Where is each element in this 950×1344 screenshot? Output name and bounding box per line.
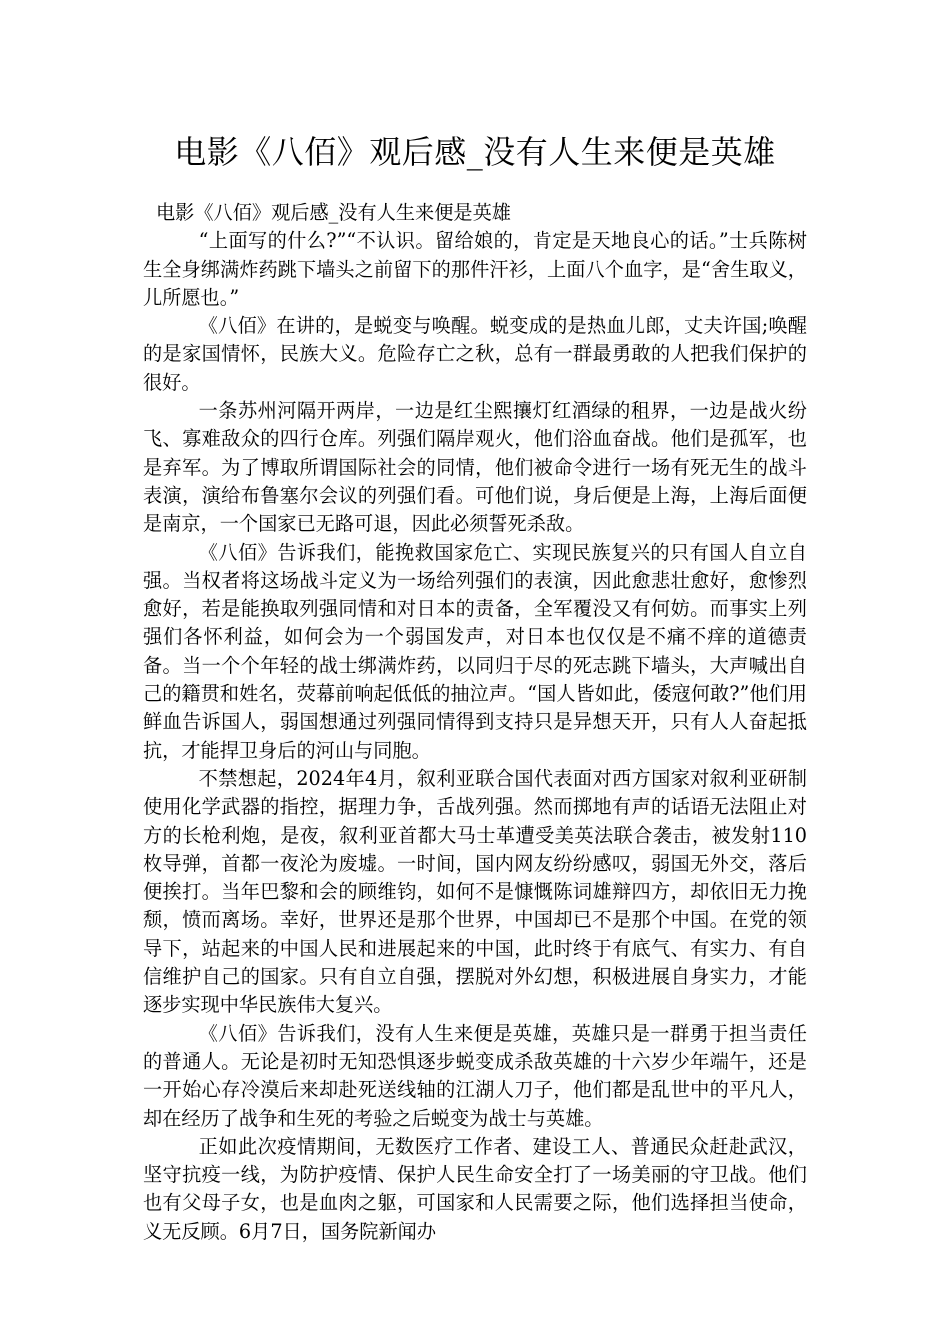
document-title: 电影《八佰》观后感_没有人生来便是英雄 — [174, 133, 776, 171]
paragraph-5: 不禁想起，2024年4月，叙利亚联合国代表面对西方国家对叙利亚研制使用化学武器的指控，据理力争，舌战列强。然而掷地有声的话语无法阻止对方的长枪利炮，是夜，叙利亚首都大马士革遭受美英法联合袭击，被发射110枚导弹，首都一夜沦为废墟。一时间，国内网友纷纷感叹，弱国无外交，落后便挨打。当年巴黎和会的顾维钧，如何不是慷慨陈词雄辩四方，却依旧无力挽颓，愤而离场。幸好，世界还是那个世界，中国却已不是那个中国。在党的领导下，站起来的中国人民和进展起来的中国，此时终于有底气、有实力、有自信维护自己的国家。只有自立自强，摆脱对外幻想，积极进展自身实力，才能逐步实现中华民族伟大复兴。 — [143, 766, 807, 1017]
document-subtitle: 电影《八佰》观后感_没有人生来便是英雄 — [156, 201, 511, 224]
paragraph-6: 《八佰》告诉我们，没有人生来便是英雄，英雄只是一群勇于担当责任的普通人。无论是初时无知恐惧逐步蜕变成杀敌英雄的十六岁少年端午，还是一开始心存冷漠后来却赴死送线轴的江湖人刀子，他们都是乱世中的平凡人，却在经历了战争和生死的考验之后蜕变为战士与英雄。 — [143, 1021, 807, 1130]
paragraph-4: 《八佰》告诉我们，能挽救国家危亡、实现民族复兴的只有国人自立自强。当权者将这场战斗定义为一场给列强们的表演，因此愈悲壮愈好，愈惨烈愈好，若是能换取列强同情和对日本的责备，全军覆没又有何妨。而事实上列强们各怀利益，如何会为一个弱国发声，对日本也仅仅是不痛不痒的道德责备。当一个个年轻的战士绑满炸药，以同归于尽的死志跳下墙头，大声喊出自己的籍贯和姓名，荧幕前响起低低的抽泣声。“国人皆如此，倭寇何敢?”他们用鲜血告诉国人，弱国想通过列强同情得到支持只是异想天开，只有人人奋起抵抗，才能捍卫身后的河山与同胞。 — [143, 540, 807, 762]
paragraph-1: “上面写的什么?”“不认识。留给娘的，肯定是天地良心的话。”士兵陈树生全身绑满炸药跳下墙头之前留下的那件汗衫，上面八个血字，是“舍生取义，儿所愿也。” — [143, 229, 807, 309]
paragraph-2: 《八佰》在讲的，是蜕变与唤醒。蜕变成的是热血儿郎，丈夫许国;唤醒的是家国情怀，民族大义。危险存亡之秋，总有一群最勇敢的人把我们保护的很好。 — [143, 314, 807, 394]
paragraph-3: 一条苏州河隔开两岸，一边是红尘熙攘灯红酒绿的租界，一边是战火纷飞、寡难敌众的四行仓库。列强们隔岸观火，他们浴血奋战。他们是孤军，也是弃军。为了博取所谓国际社会的同情，他们被命令进行一场有死无生的战斗表演，演给布鲁塞尔会议的列强们看。可他们说，身后便是上海，上海后面便是南京，一个国家已无路可退，因此必须誓死杀敌。 — [143, 399, 807, 536]
paragraph-7: 正如此次疫情期间，无数医疗工作者、建设工人、普通民众赶赴武汉，坚守抗疫一线，为防护疫情、保护人民生命安全打了一场美丽的守卫战。他们也有父母子女，也是血肉之躯，可国家和人民需要之际，他们选择担当使命，义无反顾。6月7日，国务院新闻办 — [143, 1134, 807, 1243]
document-body — [143, 199, 807, 1246]
